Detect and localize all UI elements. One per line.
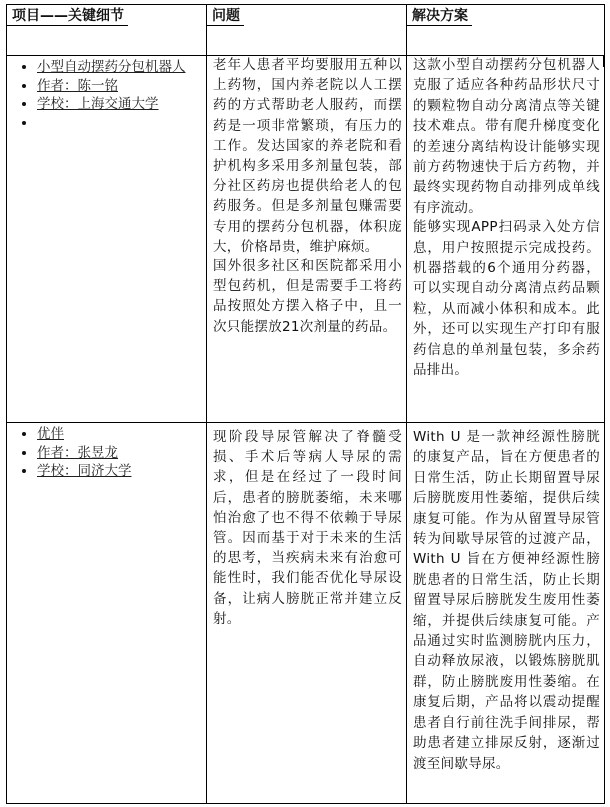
header-project: 项目——关键细节 [7,5,207,56]
list-item: • 学校：上海交通大学 [37,95,206,114]
list-item: • 优伴 [37,425,206,444]
solution-paragraph: 这款小型自动摆药分包机器人克服了适应各种药品形状尺寸的颗粒物自动分离清点等关键技术难点。带有爬升梯度变化的差速分离结构设计能够实现前方药物速快于后方药物，并最终实现药物自动排列成单线有序流动。 [413,57,600,216]
problem-cell [207,423,407,804]
project-table [6,4,605,804]
text-cursor [603,55,605,67]
solution-cell [407,56,605,423]
table-row [7,423,605,804]
list-item: • 学校：同济大学 [37,462,206,481]
table-row [7,56,605,423]
problem-paragraph: 现阶段导尿管解决了脊髓受损、手术后等病人导尿的需求，但是在经过了一段时间后，患者的膀胱萎缩，未来哪怕治愈了也不得不依赖于导尿管。因而基于对于未来的生活的思考，当疾病未来有治愈可能性时，我们能否优化导尿设备，让病人膀胱正常并建立反射。 [213,429,402,627]
problem-paragraph: 老年人患者平均要服用五种以上药物，国内养老院以人工摆药的方式帮助老人服药，而摆药是一项非常繁琐，有压力的工作。发达国家的养老院和看护机构多采用多剂量包装，部分社区药房也提供给老人的包药服务。但是多剂量包赚需要专用的摆药分包机器，体积庞大，价格昂贵，维护麻烦。 [213,57,402,255]
header-problem: 问题 [207,5,407,56]
header-row [7,5,605,56]
list-item: • 作者：张昱龙 [37,444,206,463]
project-cell [7,423,207,804]
project-details-list [7,425,206,481]
project-cell [7,56,207,423]
project-details-list [7,58,206,132]
solution-cell [407,423,605,804]
problem-cell [207,56,407,423]
problem-paragraph: 国外很多社区和医院都采用小型包药机，但是需要手工将药品按照处方摆入格子中，且一次只能摆放21次剂量的药品。 [213,258,402,335]
header-solution: 解决方案 [407,5,605,56]
solution-paragraph: 能够实现APP扫码录入处方信息，用户按照提示完成投药。机器搭载的6个通用分药器，可以实现自动分离清点药品颗粒，从而减小体积和成本。此外，还可以实现生产打印有服药信息的单剂量包装，多余药品排出。 [413,219,600,379]
list-item: • 小型自动摆药分包机器人 [37,58,206,77]
list-item [37,114,206,133]
solution-paragraph: With U 是一款神经源性膀胱的康复产品，旨在方便患者的日常生活，防止长期留置导尿后膀胱废用性萎缩，提供后续康复可能。作为从留置导尿管转为间歇导尿管的过渡产品，With U 旨在方便神经源性膀胱患者的日常生活，防止长期留置导尿后膀胱发生废用性萎缩，并提供后续康复可能。产品通过实时监测膀胱内压力，自动释放尿液，以锻炼膀胱肌群，防止膀胱废用性萎缩。在康复后期，产品将以震动提醒患者自行前往洗手间排尿，帮助患者建立排尿反射，逐渐过渡至间歇导尿。 [413,429,600,772]
list-item: • 作者：陈一铭 [37,77,206,96]
